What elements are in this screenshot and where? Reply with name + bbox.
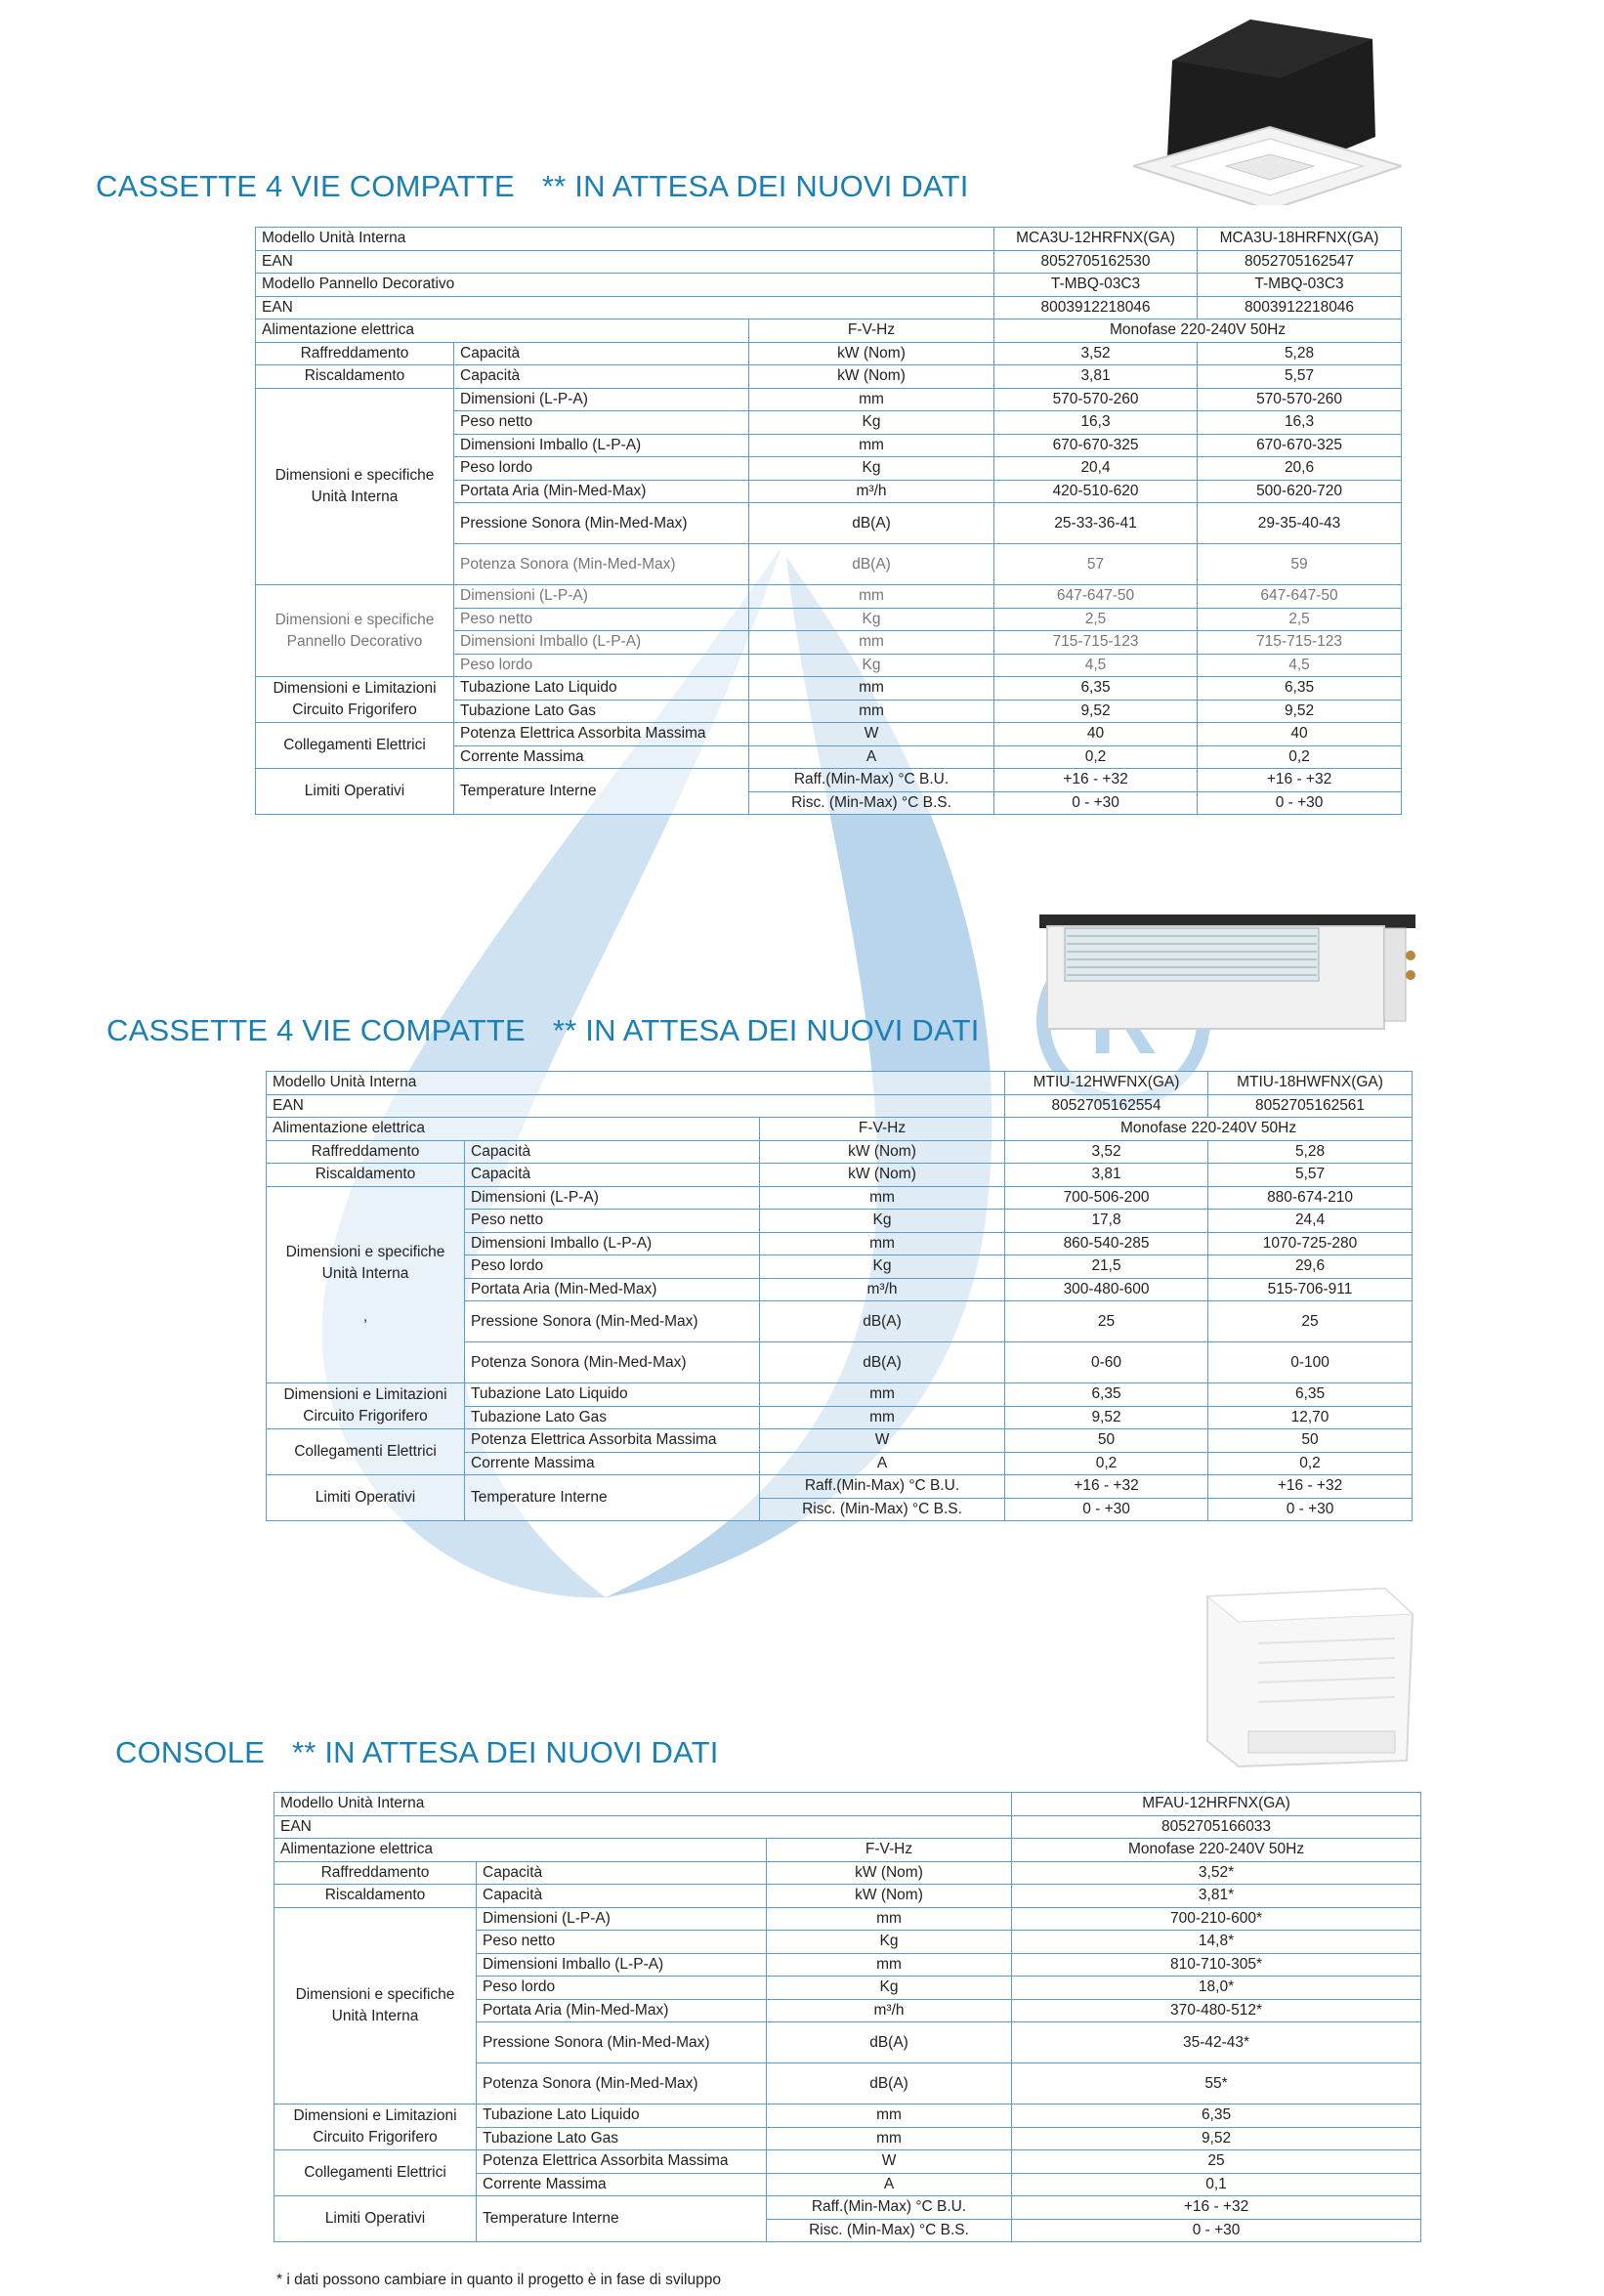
value-cell: 880-674-210 <box>1208 1186 1413 1210</box>
group-cell: Dimensioni e specifiche Pannello Decorativo <box>256 585 454 677</box>
value-cell: 370-480-512* <box>1012 1999 1421 2022</box>
value-cell: 2,5 <box>994 608 1198 631</box>
param-cell: Pressione Sonora (Min-Med-Max) <box>477 2022 767 2063</box>
unit-cell: Raff.(Min-Max) °C B.U. <box>749 769 994 792</box>
value-cell: 18,0* <box>1012 1977 1421 2000</box>
param-cell: Peso netto <box>454 411 749 435</box>
value-cell: T-MBQ-03C3 <box>1198 274 1402 297</box>
table-row <box>256 585 1402 609</box>
value-cell: 6,35 <box>1012 2105 1421 2128</box>
group-cell: Dimensioni e Limitazioni Circuito Frigorifero <box>256 677 454 723</box>
value-cell: Monofase 220-240V 50Hz <box>994 319 1402 343</box>
group-cell: Raffreddamento <box>267 1140 465 1164</box>
value-cell: 8052705166033 <box>1012 1815 1421 1839</box>
unit-cell: Kg <box>749 608 994 631</box>
value-cell: 9,52 <box>1198 700 1402 723</box>
value-cell: 0,2 <box>1005 1452 1208 1475</box>
value-cell: 17,8 <box>1005 1210 1208 1233</box>
table-row <box>267 1118 1413 1141</box>
value-cell: 5,28 <box>1198 342 1402 365</box>
value-cell: 8052705162561 <box>1208 1094 1413 1118</box>
param-cell: Peso lordo <box>477 1977 767 2000</box>
unit-cell: m³/h <box>749 480 994 503</box>
label-cell: EAN <box>267 1094 1005 1118</box>
value-cell: 0,2 <box>1208 1452 1413 1475</box>
unit-cell: Kg <box>767 1931 1012 1954</box>
unit-cell: Kg <box>749 457 994 481</box>
group-cell: Dimensioni e Limitazioni Circuito Frigorifero <box>274 2105 477 2150</box>
value-cell: MCA3U-18HRFNX(GA) <box>1198 228 1402 251</box>
value-cell: MTIU-12HWFNX(GA) <box>1005 1072 1208 1095</box>
value-cell: 50 <box>1208 1429 1413 1453</box>
value-cell: MCA3U-12HRFNX(GA) <box>994 228 1198 251</box>
unit-cell: A <box>760 1452 1005 1475</box>
value-cell: 860-540-285 <box>1005 1232 1208 1255</box>
label-cell: Modello Pannello Decorativo <box>256 274 994 297</box>
value-cell: 9,52 <box>1005 1406 1208 1429</box>
param-cell: Peso lordo <box>454 654 749 677</box>
spec-table-cassette <box>255 227 1402 815</box>
value-cell: MTIU-18HWFNX(GA) <box>1208 1072 1413 1095</box>
param-cell: Corrente Massima <box>465 1452 760 1475</box>
label-cell: Alimentazione elettrica <box>256 319 749 343</box>
label-cell: Modello Unità Interna <box>267 1072 1005 1095</box>
unit-cell: mm <box>760 1186 1005 1210</box>
value-cell: 21,5 <box>1005 1255 1208 1279</box>
section-title-text: CASSETTE 4 VIE COMPATTE <box>106 1013 526 1047</box>
value-cell: 20,4 <box>994 457 1198 481</box>
section-title-cassette <box>96 169 969 204</box>
param-cell: Dimensioni (L-P-A) <box>465 1186 760 1210</box>
label-cell: Modello Unità Interna <box>274 1793 1012 1816</box>
unit-cell: kW (Nom) <box>767 1885 1012 1908</box>
table-row <box>267 1383 1413 1407</box>
value-cell: 300-480-600 <box>1005 1278 1208 1301</box>
value-cell: 25 <box>1012 2150 1421 2174</box>
table-row <box>256 228 1402 251</box>
unit-cell: dB(A) <box>749 503 994 544</box>
param-cell: Tubazione Lato Liquido <box>454 677 749 701</box>
param-cell: Corrente Massima <box>454 745 749 769</box>
unit-cell: kW (Nom) <box>760 1164 1005 1187</box>
unit-cell: mm <box>760 1232 1005 1255</box>
unit-cell: kW (Nom) <box>749 365 994 389</box>
value-cell: +16 - +32 <box>994 769 1198 792</box>
stray-mark: , <box>362 1307 368 1325</box>
param-cell: Portata Aria (Min-Med-Max) <box>477 1999 767 2022</box>
unit-cell: dB(A) <box>760 1301 1005 1342</box>
value-cell: 9,52 <box>1012 2127 1421 2150</box>
unit-cell: A <box>749 745 994 769</box>
group-cell: Collegamenti Elettrici <box>274 2150 477 2196</box>
param-cell: Capacità <box>477 1861 767 1885</box>
value-cell: 0,1 <box>1012 2173 1421 2196</box>
param-cell: Potenza Elettrica Assorbita Massima <box>465 1429 760 1453</box>
unit-cell: Raff.(Min-Max) °C B.U. <box>760 1475 1005 1499</box>
table-row <box>274 1861 1421 1885</box>
unit-cell: Kg <box>749 411 994 435</box>
console-unit-image <box>1200 1585 1416 1768</box>
value-cell: 3,81 <box>994 365 1198 389</box>
unit-cell: dB(A) <box>767 2063 1012 2105</box>
value-cell: 6,35 <box>994 677 1198 701</box>
value-cell: 16,3 <box>1198 411 1402 435</box>
section-title-text: CASSETTE 4 VIE COMPATTE <box>96 169 515 203</box>
label-cell: EAN <box>256 296 994 319</box>
value-cell: 670-670-325 <box>1198 434 1402 457</box>
section-title-console <box>115 1735 719 1770</box>
param-cell: Tubazione Lato Gas <box>465 1406 760 1429</box>
value-cell: 570-570-260 <box>1198 388 1402 411</box>
param-cell: Peso lordo <box>454 457 749 481</box>
value-cell: 3,81* <box>1012 1885 1421 1908</box>
value-cell: 50 <box>1005 1429 1208 1453</box>
param-cell: Temperature Interne <box>454 769 749 815</box>
table-row <box>256 365 1402 389</box>
value-cell: 647-647-50 <box>994 585 1198 609</box>
value-cell: 0 - +30 <box>1012 2219 1421 2242</box>
value-cell: 29,6 <box>1208 1255 1413 1279</box>
unit-cell: mm <box>767 2127 1012 2150</box>
unit-cell: mm <box>749 388 994 411</box>
param-cell: Portata Aria (Min-Med-Max) <box>454 480 749 503</box>
value-cell: 0 - +30 <box>1005 1498 1208 1521</box>
group-cell: Riscaldamento <box>267 1164 465 1187</box>
table-row <box>267 1094 1413 1118</box>
value-cell: 12,70 <box>1208 1406 1413 1429</box>
param-cell: Peso netto <box>477 1931 767 1954</box>
unit-cell: F-V-Hz <box>749 319 994 343</box>
param-cell: Potenza Elettrica Assorbita Massima <box>477 2150 767 2174</box>
unit-cell: mm <box>767 2105 1012 2128</box>
table-row <box>256 723 1402 746</box>
table-row <box>267 1186 1413 1210</box>
table-row <box>256 319 1402 343</box>
label-cell: Alimentazione elettrica <box>267 1118 760 1141</box>
group-cell: Dimensioni e specifiche Unità Interna <box>256 388 454 585</box>
value-cell: 57 <box>994 544 1198 585</box>
section-note: ** IN ATTESA DEI NUOVI DATI <box>541 169 969 203</box>
value-cell: 670-670-325 <box>994 434 1198 457</box>
cassette-unit-image <box>1133 20 1402 205</box>
unit-cell: dB(A) <box>767 2022 1012 2063</box>
value-cell: 5,57 <box>1208 1164 1413 1187</box>
value-cell: 4,5 <box>994 654 1198 677</box>
label-cell: Alimentazione elettrica <box>274 1839 767 1862</box>
table-row <box>256 342 1402 365</box>
value-cell: 715-715-123 <box>1198 631 1402 655</box>
table-row <box>274 1793 1421 1816</box>
value-cell: 700-210-600* <box>1012 1907 1421 1931</box>
group-cell: Dimensioni e specifiche Unità Interna <box>274 1907 477 2105</box>
value-cell: 715-715-123 <box>994 631 1198 655</box>
unit-cell: kW (Nom) <box>760 1140 1005 1164</box>
section-note: ** IN ATTESA DEI NUOVI DATI <box>552 1013 980 1047</box>
value-cell: Monofase 220-240V 50Hz <box>1012 1839 1421 1862</box>
table-row <box>267 1164 1413 1187</box>
value-cell: 8052705162554 <box>1005 1094 1208 1118</box>
param-cell: Capacità <box>454 342 749 365</box>
table-row <box>267 1475 1413 1499</box>
param-cell: Dimensioni (L-P-A) <box>454 388 749 411</box>
table-row <box>256 296 1402 319</box>
unit-cell: kW (Nom) <box>767 1861 1012 1885</box>
unit-cell: Risc. (Min-Max) °C B.S. <box>767 2219 1012 2242</box>
param-cell: Potenza Sonora (Min-Med-Max) <box>477 2063 767 2105</box>
value-cell: 24,4 <box>1208 1210 1413 1233</box>
value-cell: 29-35-40-43 <box>1198 503 1402 544</box>
param-cell: Capacità <box>465 1140 760 1164</box>
table-row <box>274 1839 1421 1862</box>
table-row <box>274 1815 1421 1839</box>
table-row <box>256 677 1402 701</box>
unit-cell: m³/h <box>767 1999 1012 2022</box>
unit-cell: dB(A) <box>760 1342 1005 1383</box>
value-cell: 40 <box>1198 723 1402 746</box>
value-cell: +16 - +32 <box>1198 769 1402 792</box>
unit-cell: mm <box>749 434 994 457</box>
table-row <box>274 2196 1421 2220</box>
value-cell: 0 - +30 <box>1198 791 1402 815</box>
value-cell: 20,6 <box>1198 457 1402 481</box>
unit-cell: Raff.(Min-Max) °C B.U. <box>767 2196 1012 2220</box>
value-cell: 3,52 <box>994 342 1198 365</box>
param-cell: Dimensioni Imballo (L-P-A) <box>454 631 749 655</box>
value-cell: 515-706-911 <box>1208 1278 1413 1301</box>
param-cell: Pressione Sonora (Min-Med-Max) <box>465 1301 760 1342</box>
param-cell: Dimensioni Imballo (L-P-A) <box>477 1953 767 1977</box>
param-cell: Temperature Interne <box>465 1475 760 1521</box>
table-row <box>267 1072 1413 1095</box>
value-cell: 0 - +30 <box>1208 1498 1413 1521</box>
label-cell: EAN <box>274 1815 1012 1839</box>
group-cell: Limiti Operativi <box>267 1475 465 1521</box>
unit-cell: Kg <box>749 654 994 677</box>
param-cell: Peso netto <box>454 608 749 631</box>
value-cell: 647-647-50 <box>1198 585 1402 609</box>
table-row <box>274 1885 1421 1908</box>
group-cell: Raffreddamento <box>256 342 454 365</box>
value-cell: 3,81 <box>1005 1164 1208 1187</box>
value-cell: +16 - +32 <box>1005 1475 1208 1499</box>
param-cell: Capacità <box>465 1164 760 1187</box>
unit-cell: W <box>767 2150 1012 2174</box>
table-row <box>256 769 1402 792</box>
value-cell: 6,35 <box>1208 1383 1413 1407</box>
unit-cell: W <box>749 723 994 746</box>
unit-cell: Kg <box>760 1255 1005 1279</box>
spec-table-console <box>274 1792 1421 2242</box>
unit-cell: Risc. (Min-Max) °C B.S. <box>749 791 994 815</box>
group-cell: Riscaldamento <box>256 365 454 389</box>
unit-cell: mm <box>767 1953 1012 1977</box>
param-cell: Dimensioni Imballo (L-P-A) <box>465 1232 760 1255</box>
value-cell: 3,52 <box>1005 1140 1208 1164</box>
value-cell: 0,2 <box>994 745 1198 769</box>
value-cell: 14,8* <box>1012 1931 1421 1954</box>
value-cell: 5,28 <box>1208 1140 1413 1164</box>
value-cell: 2,5 <box>1198 608 1402 631</box>
value-cell: 8052705162547 <box>1198 250 1402 274</box>
param-cell: Tubazione Lato Liquido <box>465 1383 760 1407</box>
table-row <box>274 1907 1421 1931</box>
value-cell: 0-100 <box>1208 1342 1413 1383</box>
unit-cell: mm <box>760 1383 1005 1407</box>
table-row <box>256 274 1402 297</box>
label-cell: EAN <box>256 250 994 274</box>
spec-table-ducted <box>266 1071 1413 1521</box>
value-cell: 6,35 <box>1198 677 1402 701</box>
param-cell: Portata Aria (Min-Med-Max) <box>465 1278 760 1301</box>
table-row <box>256 250 1402 274</box>
value-cell: 4,5 <box>1198 654 1402 677</box>
unit-cell: Risc. (Min-Max) °C B.S. <box>760 1498 1005 1521</box>
section-title-ducted <box>106 1013 980 1048</box>
value-cell: 5,57 <box>1198 365 1402 389</box>
value-cell: 25 <box>1005 1301 1208 1342</box>
value-cell: +16 - +32 <box>1012 2196 1421 2220</box>
value-cell: 570-570-260 <box>994 388 1198 411</box>
group-cell: Riscaldamento <box>274 1885 477 1908</box>
value-cell: 25-33-36-41 <box>994 503 1198 544</box>
value-cell: 0 - +30 <box>994 791 1198 815</box>
param-cell: Dimensioni Imballo (L-P-A) <box>454 434 749 457</box>
value-cell: 0-60 <box>1005 1342 1208 1383</box>
value-cell: 8052705162530 <box>994 250 1198 274</box>
value-cell: 700-506-200 <box>1005 1186 1208 1210</box>
unit-cell: F-V-Hz <box>760 1118 1005 1141</box>
value-cell: 6,35 <box>1005 1383 1208 1407</box>
param-cell: Temperature Interne <box>477 2196 767 2242</box>
group-cell: Collegamenti Elettrici <box>256 723 454 769</box>
value-cell: 25 <box>1208 1301 1413 1342</box>
ducted-unit-image <box>1037 907 1418 1032</box>
group-cell: Dimensioni e Limitazioni Circuito Frigorifero <box>267 1383 465 1429</box>
param-cell: Capacità <box>454 365 749 389</box>
value-cell: 8003912218046 <box>994 296 1198 319</box>
value-cell: 3,52* <box>1012 1861 1421 1885</box>
value-cell: MFAU-12HRFNX(GA) <box>1012 1793 1421 1816</box>
unit-cell: dB(A) <box>749 544 994 585</box>
unit-cell: Kg <box>760 1210 1005 1233</box>
unit-cell: mm <box>749 677 994 701</box>
param-cell: Peso lordo <box>465 1255 760 1279</box>
value-cell: T-MBQ-03C3 <box>994 274 1198 297</box>
value-cell: 16,3 <box>994 411 1198 435</box>
param-cell: Dimensioni (L-P-A) <box>454 585 749 609</box>
table-row <box>256 388 1402 411</box>
unit-cell: Kg <box>767 1977 1012 2000</box>
param-cell: Corrente Massima <box>477 2173 767 2196</box>
table-row <box>274 2105 1421 2128</box>
unit-cell: m³/h <box>760 1278 1005 1301</box>
param-cell: Tubazione Lato Gas <box>477 2127 767 2150</box>
group-cell <box>267 1186 465 1383</box>
value-cell: 35-42-43* <box>1012 2022 1421 2063</box>
unit-cell: A <box>767 2173 1012 2196</box>
section-title-text: CONSOLE <box>115 1735 265 1769</box>
unit-cell: mm <box>767 1907 1012 1931</box>
label-cell: Modello Unità Interna <box>256 228 994 251</box>
value-cell: 0,2 <box>1198 745 1402 769</box>
param-cell: Pressione Sonora (Min-Med-Max) <box>454 503 749 544</box>
value-cell: 40 <box>994 723 1198 746</box>
unit-cell: kW (Nom) <box>749 342 994 365</box>
unit-cell: mm <box>749 700 994 723</box>
group-label: Dimensioni e specifiche Unità Interna <box>285 1243 445 1282</box>
value-cell: 1070-725-280 <box>1208 1232 1413 1255</box>
group-cell: Raffreddamento <box>274 1861 477 1885</box>
table-row <box>267 1429 1413 1453</box>
param-cell: Peso netto <box>465 1210 760 1233</box>
footnote: * i dati possono cambiare in quanto il progetto è in fase di sviluppo <box>276 2272 721 2288</box>
unit-cell: mm <box>760 1406 1005 1429</box>
param-cell: Potenza Elettrica Assorbita Massima <box>454 723 749 746</box>
value-cell: 8003912218046 <box>1198 296 1402 319</box>
group-cell: Collegamenti Elettrici <box>267 1429 465 1475</box>
unit-cell: mm <box>749 585 994 609</box>
param-cell: Tubazione Lato Gas <box>454 700 749 723</box>
unit-cell: mm <box>749 631 994 655</box>
param-cell: Dimensioni (L-P-A) <box>477 1907 767 1931</box>
group-cell: Limiti Operativi <box>256 769 454 815</box>
param-cell: Tubazione Lato Liquido <box>477 2105 767 2128</box>
value-cell: Monofase 220-240V 50Hz <box>1005 1118 1413 1141</box>
value-cell: 420-510-620 <box>994 480 1198 503</box>
unit-cell: F-V-Hz <box>767 1839 1012 1862</box>
value-cell: 55* <box>1012 2063 1421 2105</box>
value-cell: +16 - +32 <box>1208 1475 1413 1499</box>
group-cell: Limiti Operativi <box>274 2196 477 2242</box>
value-cell: 9,52 <box>994 700 1198 723</box>
param-cell: Potenza Sonora (Min-Med-Max) <box>454 544 749 585</box>
section-note: ** IN ATTESA DEI NUOVI DATI <box>292 1735 719 1769</box>
param-cell: Capacità <box>477 1885 767 1908</box>
unit-cell: W <box>760 1429 1005 1453</box>
value-cell: 500-620-720 <box>1198 480 1402 503</box>
param-cell: Potenza Sonora (Min-Med-Max) <box>465 1342 760 1383</box>
table-row <box>274 2150 1421 2174</box>
value-cell: 810-710-305* <box>1012 1953 1421 1977</box>
value-cell: 59 <box>1198 544 1402 585</box>
table-row <box>267 1140 1413 1164</box>
